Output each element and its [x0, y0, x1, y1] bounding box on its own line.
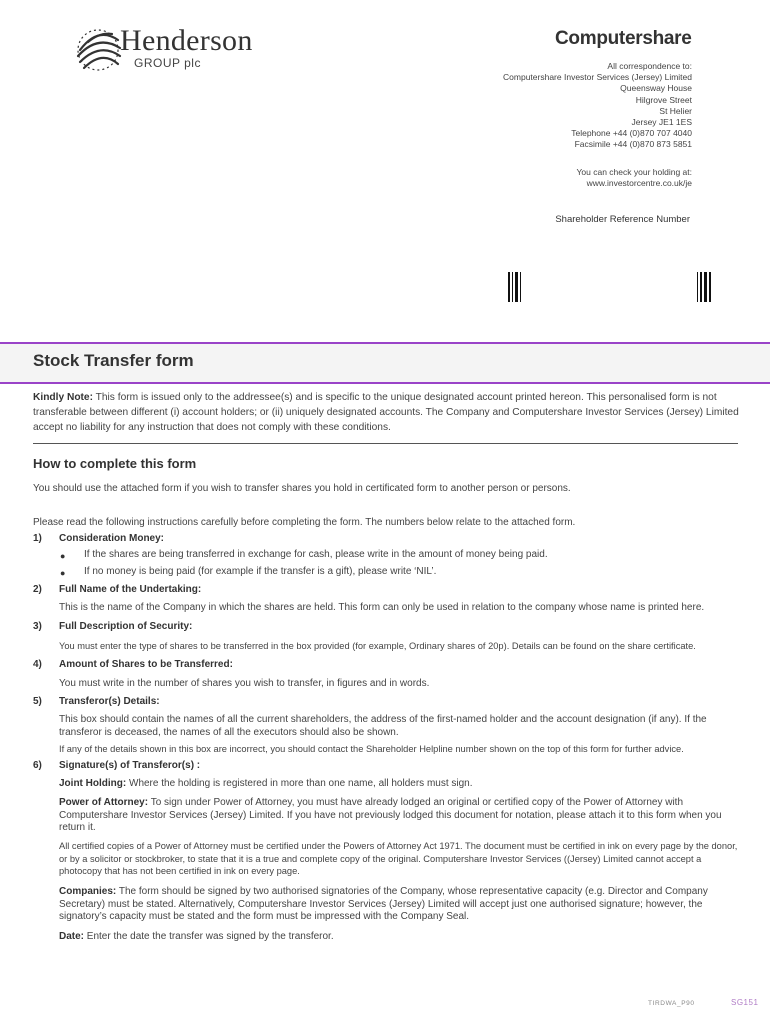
item-number: 2) — [33, 584, 42, 595]
bullet-icon: ● — [60, 551, 66, 561]
holding-line: You can check your holding at: — [576, 167, 692, 177]
company-sub: GROUP plc — [134, 56, 201, 70]
item-heading: Full Description of Security: — [59, 621, 193, 632]
item-number: 1) — [33, 533, 42, 544]
address-line: Queensway House — [620, 83, 692, 94]
date-text: Enter the date the transfer was signed by the transferor. — [86, 931, 334, 942]
item-number: 5) — [33, 696, 42, 707]
date-label: Date: — [59, 931, 85, 942]
company-name: Henderson — [120, 24, 253, 57]
divider — [33, 443, 738, 444]
bullet-text: If the shares are being transferred in exchange for cash, please write in the amount of money being paid. — [84, 549, 548, 560]
item-text: If any of the details shown in this box are incorrect, you should contact the Shareholder Helpline number shown on the top of this form for further advice. — [59, 744, 684, 754]
item-heading: Signature(s) of Transferor(s) : — [59, 760, 201, 771]
date-info — [59, 931, 739, 944]
address-line: Jersey JE1 1ES — [631, 117, 692, 128]
item-number: 4) — [33, 659, 42, 670]
kindly-note — [33, 390, 739, 435]
address-line: All correspondence to: — [607, 61, 692, 71]
item-heading: Consideration Money: — [59, 533, 165, 544]
item-heading: Full Name of the Undertaking: — [59, 584, 202, 595]
companies-text: The form should be signed by two authorised signatories of the Company, whose representative capacity (e.g. Director and Company Secretary) must be stated. Alternatively, Computershare Investor Services (Jersey) Limited will accept just one authorised signature; however, the signatory’s capacity must be stated and the form must be impressed with the Company Seal. — [59, 886, 708, 923]
instructions-text: Please read the following instructions carefully before completing the form. The numbers below relate to the attached form. — [33, 517, 576, 528]
address-line: Telephone +44 (0)870 707 4040 — [571, 128, 692, 139]
joint-holding-label: Joint Holding: — [59, 778, 127, 789]
address-line: St Helier — [659, 105, 692, 116]
item-text: You must enter the type of shares to be transferred in the box provided (for example, Ordinary shares of 20p). Details can be found on the share certificate. — [59, 641, 696, 651]
address-line: Computershare Investor Services (Jersey) Limited — [503, 72, 692, 83]
henderson-globe-icon — [70, 20, 126, 76]
address-line: Hilgrove Street — [635, 94, 692, 105]
note-text: This form is issued only to the addressee(s) and is specific to the unique designated account printed hereon. This personalised form is not transferable between different (i) account holders; or (ii) uniquely designated accounts. The Company and Computershare Investor Services (Jersey) Limited accept no liability for any instruction that does not comply with these conditions. — [33, 392, 739, 433]
bullet-icon: ● — [60, 568, 66, 578]
item-number: 3) — [33, 621, 42, 632]
joint-holding — [59, 778, 739, 791]
section-title: How to complete this form — [33, 456, 197, 471]
bullet-text: If no money is being paid (for example if the transfer is a gift), please write ‘NIL’. — [84, 566, 437, 577]
joint-holding-text: Where the holding is registered in more than one name, all holders must sign. — [129, 778, 473, 789]
address-line: Facsimile +44 (0)870 873 5851 — [574, 139, 692, 150]
item-text: This box should contain the names of all the current shareholders, the address of the first-named holder and the account designation (if any). If the transferor is deceased, the names of all the executors should also be shown. — [59, 714, 707, 738]
power-of-attorney — [59, 797, 739, 835]
item-number: 6) — [33, 760, 42, 771]
holding-url: www.investorcentre.co.uk/je — [586, 178, 692, 189]
form-code: TIRDWA_P90 — [648, 1000, 695, 1007]
holding-info — [577, 167, 692, 189]
barcode-right — [697, 272, 713, 302]
poa-certification-text: All certified copies of a Power of Attorney must be certified under the Powers of Attorney Act 1971. The document must be certified in ink on every page by the donor, or by a solicitor or stockbroker, to state that it is a true and complete copy of the original. Computershare Investor Services ((Jersey) Limited cannot accept a photocopy that has not been certified in ink on every page. — [59, 841, 738, 877]
barcode-left — [508, 272, 524, 302]
poa-text: To sign under Power of Attorney, you must have already lodged an original or certified copy of the Power of Attorney with Computershare Investor Services (Jersey) Limited. If you have not previously lodged this document for notation, please attach it to this form when you return it. — [59, 797, 722, 834]
companies-label: Companies: — [59, 886, 117, 897]
companies — [59, 886, 739, 924]
intro-text: You should use the attached form if you wish to transfer shares you hold in certificated form to another person or persons. — [33, 483, 571, 494]
item-text: This is the name of the Company in which the shares are held. This form can only be used in relation to the company whose name is printed here. — [59, 602, 705, 613]
item-heading: Amount of Shares to be Transferred: — [59, 659, 233, 670]
page-title: Stock Transfer form — [33, 351, 194, 370]
item-text: You must write in the number of shares you wish to transfer, in figures and in words. — [59, 678, 430, 689]
form-ref-code: SG151 — [731, 998, 759, 1007]
item-heading: Transferor(s) Details: — [59, 696, 160, 707]
correspondence-address — [503, 61, 692, 151]
note-label: Kindly Note: — [33, 392, 93, 403]
registrar-logo: Computershare — [555, 28, 692, 49]
shareholder-ref-label: Shareholder Reference Number — [555, 214, 690, 225]
poa-label: Power of Attorney: — [59, 797, 149, 808]
